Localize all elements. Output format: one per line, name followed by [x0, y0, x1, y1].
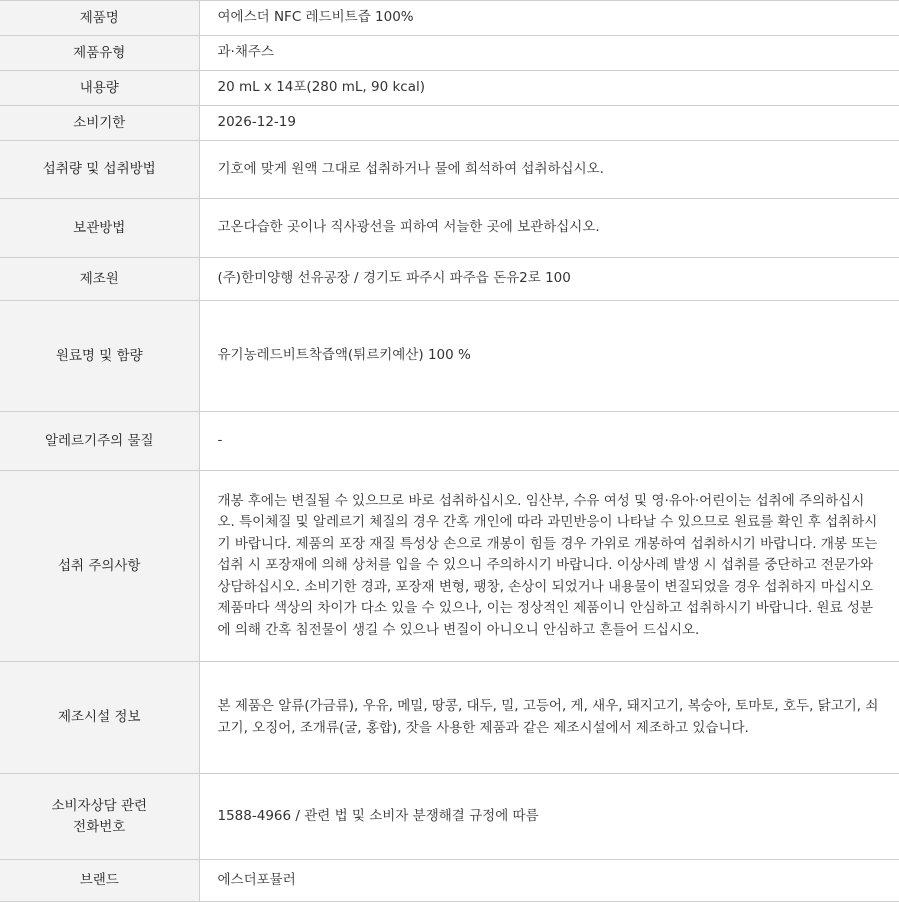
row-label-intake: 섭취량 및 섭취방법 — [0, 141, 199, 199]
row-label-ingredients: 원료명 및 함량 — [0, 301, 199, 412]
table-row — [0, 36, 899, 71]
row-value-storage: 고온다습한 곳이나 직사광선을 피하여 서늘한 곳에 보관하십시오. — [199, 199, 899, 258]
table-row — [0, 412, 899, 471]
table-row — [0, 662, 899, 774]
table-row — [0, 199, 899, 258]
row-value-volume: 20 mL x 14포(280 mL, 90 kcal) — [199, 71, 899, 106]
row-label-volume: 내용량 — [0, 71, 199, 106]
table-row — [0, 258, 899, 301]
row-value-expiry: 2026-12-19 — [199, 106, 899, 141]
table-row — [0, 774, 899, 860]
table-row — [0, 860, 899, 902]
row-label-expiry: 소비기한 — [0, 106, 199, 141]
row-value-product-type: 과·채주스 — [199, 36, 899, 71]
row-label-manufacturer: 제조원 — [0, 258, 199, 301]
row-value-product-name: 여에스더 NFC 레드비트즙 100% — [199, 1, 899, 36]
table-row — [0, 141, 899, 199]
row-label-storage: 보관방법 — [0, 199, 199, 258]
row-label-cautions: 섭취 주의사항 — [0, 471, 199, 662]
row-label-consumer-phone — [0, 774, 199, 860]
row-value-intake: 기호에 맞게 원액 그대로 섭취하거나 물에 희석하여 섭취하십시오. — [199, 141, 899, 199]
row-value-ingredients: 유기농레드비트착즙액(튀르키예산) 100 % — [199, 301, 899, 412]
table-row — [0, 1, 899, 36]
table-row — [0, 106, 899, 141]
row-value-consumer-phone: 1588-4966 / 관련 법 및 소비자 분쟁해결 규정에 따름 — [199, 774, 899, 860]
row-label-facility: 제조시설 정보 — [0, 662, 199, 774]
table-row — [0, 71, 899, 106]
row-value-allergen: - — [199, 412, 899, 471]
row-value-manufacturer: (주)한미양행 선유공장 / 경기도 파주시 파주읍 돈유2로 100 — [199, 258, 899, 301]
row-value-brand: 에스더포뮬러 — [199, 860, 899, 902]
row-label-product-type: 제품유형 — [0, 36, 199, 71]
table-row — [0, 471, 899, 662]
row-label-consumer-phone-line1: 소비자상담 관련 — [51, 797, 148, 814]
row-value-cautions: 개봉 후에는 변질될 수 있으므로 바로 섭취하십시오. 임산부, 수유 여성 및 영·유아·어린이는 섭취에 주의하십시오. 특이체질 및 알레르기 체질의 경우 간혹 개인에 따라 과민반응이 나타날 수 있으므로 원료를 확인 후 섭취하시기 바랍니다. 제품의 포장 재질 특성상 손으로 개봉이 힘들 경우 가위로 개봉하여 섭취하시기 바랍니다. 개봉 또는 섭취 시 포장재에 의해 상처를 입을 수 있으니 주의하시기 바랍니다. 이상사례 발생 시 섭취를 중단하고 전문가와 상담하십시오. 소비기한 경과, 포장재 변형, 팽창, 손상이 되었거나 내용물이 변질되었을 경우 섭취하지 마십시오 제품마다 색상의 차이가 다소 있을 수 있으나, 이는 정상적인 제품이니 안심하고 섭취하시기 바랍니다. 원료 성분에 의해 간혹 침전물이 생길 수 있으나 변질이 아니오니 안심하고 흔들어 드십시오. — [199, 471, 899, 662]
row-label-allergen: 알레르기주의 물질 — [0, 412, 199, 471]
row-label-product-name: 제품명 — [0, 1, 199, 36]
row-label-consumer-phone-line2: 전화번호 — [73, 818, 126, 835]
table-row — [0, 301, 899, 412]
row-value-facility: 본 제품은 알류(가금류), 우유, 메밀, 땅콩, 대두, 밀, 고등어, 게, 새우, 돼지고기, 복숭아, 토마토, 호두, 닭고기, 쇠고기, 오징어, 조개류(굴, 홍합), 잣을 사용한 제품과 같은 제조시설에서 제조하고 있습니다. — [199, 662, 899, 774]
row-label-brand: 브랜드 — [0, 860, 199, 902]
